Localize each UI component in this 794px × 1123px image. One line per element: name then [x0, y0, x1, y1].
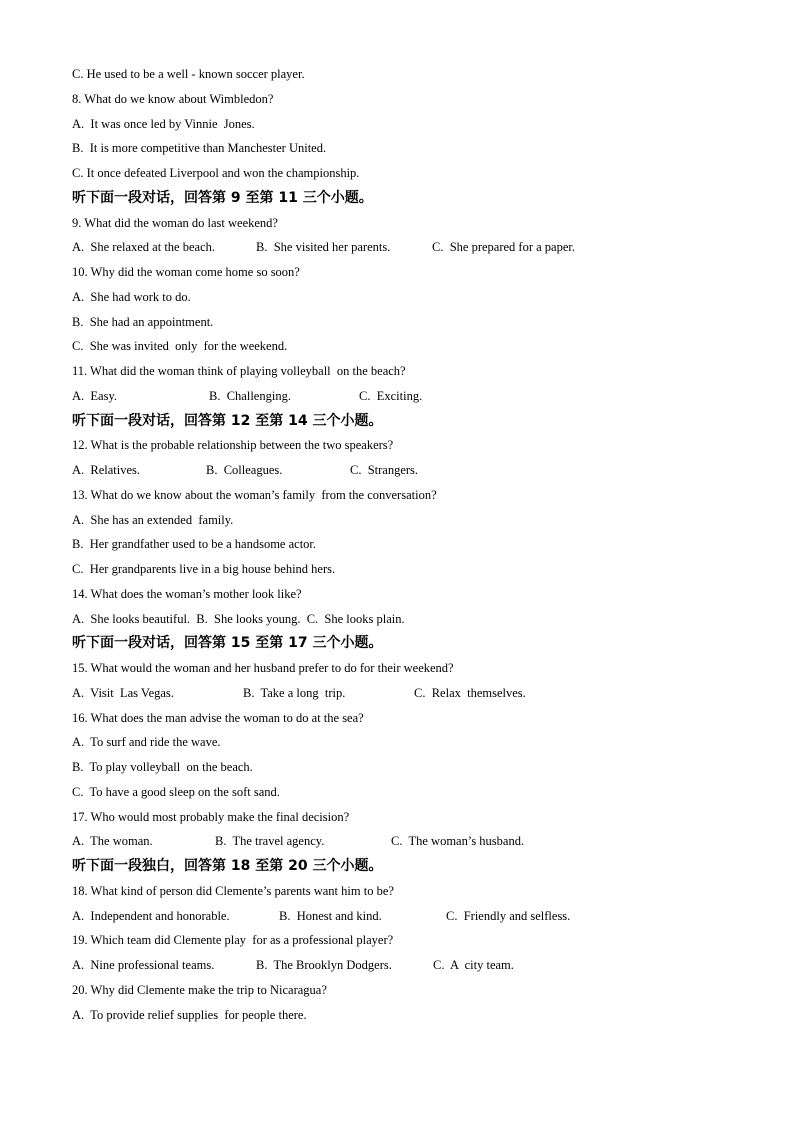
text-line: 17. Who would most probably make the final decision? [72, 809, 350, 824]
text-line: B. To play volleyball on the beach. [72, 760, 253, 774]
text-line: 15. What would the woman and her husband prefer to do for their weekend? [72, 661, 454, 675]
answer-option: A. Independent and honorable. [72, 908, 230, 923]
answer-option: C. Exciting. [359, 388, 423, 403]
answer-option: A. The woman. [72, 834, 153, 849]
section-heading: 听下面一段独白，回答第 18 至第 20 三个小题。 [72, 858, 383, 874]
text-line: C. It once defeated Liverpool and won the championship. [72, 166, 360, 180]
section-heading: 听下面一段对话，回答第 12 至第 14 三个小题。 [72, 412, 383, 429]
answer-option: B. The Brooklyn Dodgers. [256, 958, 392, 972]
text-line: B. It is more competitive than Manchester United. [72, 141, 327, 156]
text-line: 19. Which team did Clemente play for as a professional player? [72, 933, 394, 948]
text-line: 11. What did the woman think of playing volleyball on the beach? [72, 364, 406, 378]
text-line: C. He used to be a well - known soccer player. [72, 67, 305, 81]
answer-option: B. Colleagues. [206, 463, 283, 477]
text-line: A. She has an extended family. [72, 512, 234, 527]
text-line: A. To surf and ride the wave. [72, 735, 221, 750]
answer-option: A. Easy. [72, 388, 118, 403]
text-line: B. Her grandfather used to be a handsome actor. [72, 537, 317, 552]
text-line: C. Her grandparents live in a big house behind hers. [72, 562, 336, 576]
text-line: 20. Why did Clemente make the trip to Nicaragua? [72, 982, 327, 997]
answer-option: C. Friendly and selfless. [446, 908, 571, 923]
text-line: 9. What did the woman do last weekend? [72, 215, 278, 230]
text-line: A. She looks beautiful. B. She looks young. C. She looks plain. [72, 611, 405, 626]
answer-options-row [72, 904, 752, 929]
text-line: B. She had an appointment. [72, 314, 214, 329]
answer-option: B. She visited her parents. [256, 240, 391, 255]
text-line: A. She had work to do. [72, 289, 191, 304]
answer-option: A. Visit Las Vegas. [72, 685, 174, 700]
text-line: 13. What do we know about the woman’s family from the conversation? [72, 487, 437, 502]
text-line: C. To have a good sleep on the soft sand. [72, 784, 280, 799]
answer-option: C. The woman’s husband. [391, 834, 525, 849]
document-page [72, 62, 752, 1027]
text-line: 8. What do we know about Wimbledon? [72, 91, 274, 106]
answer-options-row [72, 235, 752, 260]
text-line: 14. What does the woman’s mother look like? [72, 586, 302, 601]
answer-option: A. She relaxed at the beach. [72, 240, 215, 255]
text-line: 10. Why did the woman come home so soon? [72, 265, 300, 279]
answer-option: B. Take a long trip. [243, 685, 346, 700]
text-line: A. To provide relief supplies for people there. [72, 1007, 307, 1022]
text-line: 18. What kind of person did Clemente’s parents want him to be? [72, 883, 394, 898]
answer-options-row [72, 681, 752, 706]
answer-option: B. The travel agency. [215, 834, 325, 849]
answer-option: C. Relax themselves. [414, 685, 526, 700]
section-heading: 听下面一段对话，回答第 15 至第 17 三个小题。 [72, 635, 383, 652]
answer-option: B. Challenging. [209, 388, 291, 403]
text-line: 16. What does the man advise the woman to do at the sea? [72, 710, 364, 725]
answer-option: C. A city team. [433, 958, 514, 972]
answer-option: A. Nine professional teams. [72, 958, 215, 972]
answer-options-row [72, 458, 752, 483]
text-line: 12. What is the probable relationship between the two speakers? [72, 438, 394, 453]
answer-option: C. Strangers. [350, 463, 419, 477]
answer-option: C. She prepared for a paper. [432, 240, 575, 255]
answer-options-row [72, 829, 752, 854]
text-line: C. She was invited only for the weekend. [72, 339, 288, 354]
answer-option: B. Honest and kind. [279, 908, 382, 923]
answer-options-row [72, 953, 752, 978]
answer-options-row [72, 384, 752, 409]
answer-option: A. Relatives. [72, 463, 141, 477]
section-heading: 听下面一段对话，回答第 9 至第 11 三个小题。 [72, 189, 373, 206]
text-line: A. It was once led by Vinnie Jones. [72, 116, 255, 131]
